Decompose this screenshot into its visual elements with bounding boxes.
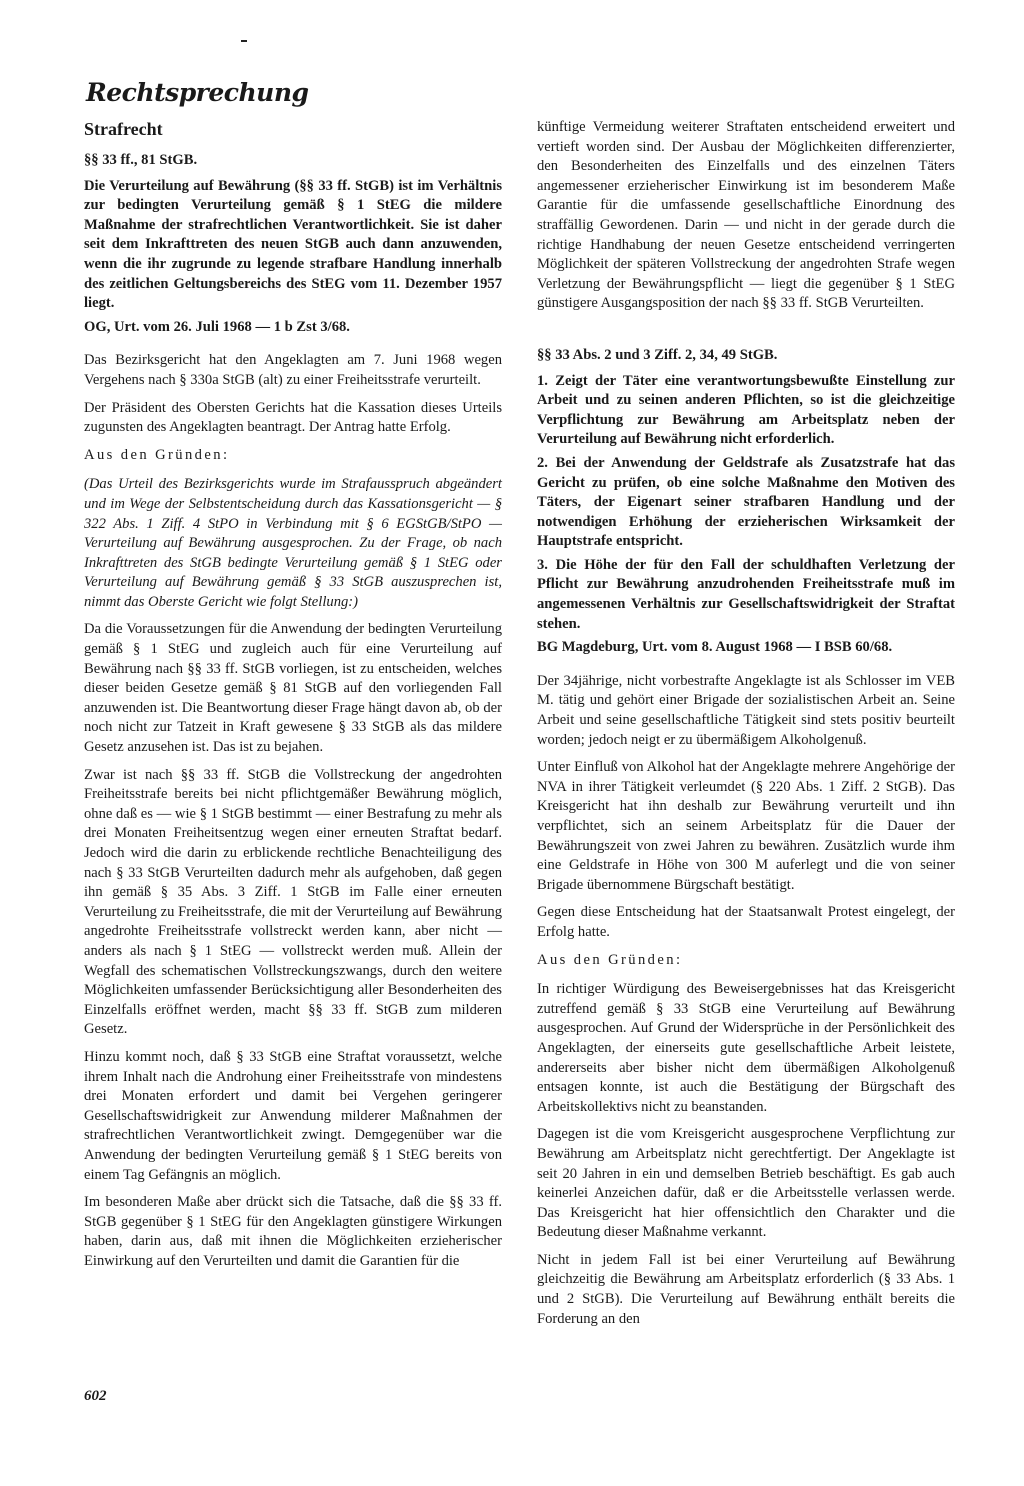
left-column — [84, 116, 502, 1279]
case2-reference: §§ 33 Abs. 2 und 3 Ziff. 2, 34, 49 StGB. — [537, 346, 778, 363]
case1-paragraph-5: Hinzu kommt noch, daß § 33 StGB eine Straftat voraussetzt, welche ihrem Inhalt nach die Androhung einer Freiheitsstrafe von mindestens drei Monaten erfordert und damit bei Vergehen geringerer Gesellschaftswidrigkeit zur Anwendung milderer Maßnahmen der strafrechtlichen Verantwortlichkeit zwingt. Demgegenüber war die Anwendung der bedingten Verurteilung gemäß § 1 StEG bereits von einem Tag Gefängnis an möglich. — [84, 1048, 502, 1183]
case2-paragraph-2: Unter Einfluß von Alkohol hat der Angeklagte mehrere Angehörige der NVA in ihrer Tätigkeit verleumdet (§ 220 Abs. 1 Ziff. 2 StGB). Das Kreisgericht hat ihn deshalb zur Bewährung verurteilt und ihn verpflichtet, sich an seinem Arbeitsplatz für die Dauer der Bewährungszeit von zwei Jahren zu bewähren. Zusätzlich wurde ihm eine Geldstrafe in Höhe von 300 M auferlegt und die von seiner Brigade übernommene Bürgschaft bestätigt. — [537, 759, 955, 893]
case2-grounds-label: Aus den Gründen: — [537, 951, 683, 968]
case1-grounds-label: Aus den Gründen: — [84, 446, 230, 463]
case2-paragraph-5: Dagegen ist die vom Kreisgericht ausgesprochene Verpflichtung zur Bewährung am Arbeitsplatz nicht gerechtfertigt. Der Angeklagte ist seit 20 Jahren in ein und demselben Betrieb beschäftigt. Es gab auch keinerlei Anzeichen dafür, daß er die Arbeitsstelle verlassen werde. Das Kreisgericht hat hier offensichtlich den Charakter und die Bedeutung dieser Maßnahme verkannt. — [537, 1126, 955, 1241]
case1-court: OG, Urt. vom 26. Juli 1968 — 1 b Zst 3/68. — [84, 318, 350, 335]
case1-paragraph-4: Zwar ist nach §§ 33 ff. StGB die Vollstreckung der angedrohten Freiheitsstrafe bereits bei nicht pflichtgemäßer Bewährung möglich, ohne daß es — wie § 1 StGB bestimmt — einer Bestrafung zu mehr als drei Monaten Freiheitsentzug wegen einer erneuten Straftat bedarf. Jedoch wird die darin zu erblickende rechtliche Benachteiligung des nach § 33 StGB Verurteilten dadurch mehr als aufgehoben, daß gegen ihn gemäß § 35 Abs. 3 Ziff. 1 StGB im Falle einer erneuten Verurteilung zu Freiheitsstrafe, die mit der Verurteilung auf Bewährung angedrohte Freiheitsstrafe vollstreckt werden kann, aber nicht — anders als nach § 1 StEG — vollstreckt werden muß. Allein der Wegfall des schematischen Vollstreckungszwangs, durch den weitere Möglichkeiten umfassender Berücksichtigung aller Besonderheiten des Einzelfalls eröffnet werden, macht §§ 33 ff. StGB zum milderen Gesetz. — [84, 766, 502, 1038]
case2-headnote-1: 1. Zeigt der Täter eine verantwortungsbewußte Einstellung zur Arbeit und zu seinen anderen Pflichten, so ist die gleichzeitige Verpflichtung zur Bewährung am Arbeitsplatz neben der Verurteilung auf Bewährung nicht erforderlich. — [537, 372, 955, 448]
case1-paragraph-6: Im besonderen Maße aber drückt sich die Tatsache, daß die §§ 33 ff. StGB gegenüber § 1 StEG für den Angeklagten günstigere Wirkungen haben, darin aus, daß mit ihnen die Möglichkeiten erzieherischer Einwirkung auf den Verurteilten und damit die Garantien für die — [84, 1194, 502, 1269]
page-number: 602 — [84, 1388, 107, 1404]
right-column — [537, 118, 955, 1337]
case1-headnote: Die Verurteilung auf Bewährung (§§ 33 ff. StGB) ist im Verhältnis zur bedingten Verurteilung gemäß § 1 StEG die mildere Maßnahme der strafrechtlichen Verantwortlichkeit. Sie ist daher seit dem Inkrafttreten des neuen StGB auch dann anzuwenden, wenn die ihr zugrunde zu legende strafbare Handlung innerhalb des zeitlichen Geltungsbereichs des StEG vom 11. Dezember 1957 liegt. — [84, 177, 502, 312]
case2-headnote-3: 3. Die Höhe der für den Fall der schuldhaften Verletzung der Pflicht zur Bewährung anzudrohenden Freiheitsstrafe muß im angemessenen Verhältnis zur Gesellschaftswidrigkeit der Straftat stehen. — [537, 556, 955, 632]
print-mark — [241, 40, 247, 42]
case2-paragraph-6: Nicht in jedem Fall ist bei einer Verurteilung auf Bewährung gleichzeitig die Bewährung am Arbeitsplatz erforderlich (§ 33 Abs. 1 und 2 StGB). Die Verurteilung auf Bewährung enthält bereits die Forderung an den — [537, 1251, 955, 1327]
case1-continuation: künftige Vermeidung weiterer Straftaten entscheidend erweitert und vertieft worden sind. Der Ausbau der Möglichkeiten differenzierter, den Besonderheiten des Einzelfalls und des einzelnen Täters angemessener erzieherischer Einwirkung ist im besonderem Maße Garantie für die umfassende gesellschaftliche Einordnung des straffällig Gewordenen. Darin — und nicht in der gerade durch die richtige Handhabung der neuen Gesetze entscheidend verringerten Möglichkeit der späteren Vollstreckung der angedrohten Strafe wegen Verletzung der Bewährungspflicht — liegt die gegenüber § 1 StEG günstigere Ausgangsposition der nach §§ 33 ff. StGB Verurteilten. — [537, 119, 955, 312]
case1-italic-note: (Das Urteil des Bezirksgerichts wurde im Strafausspruch abgeändert und im Wege der Selbstentscheidung durch das Kassationsgericht — § 322 Abs. 1 Ziff. 4 StPO in Verbindung mit § 6 EGStGB/StPO — Verurteilung auf Bewährung ausgesprochen. Zu der Frage, ob nach Inkrafttreten des StGB bedingte Verurteilung gemäß § 1 StEG oder Verurteilung auf Bewährung gemäß § 33 StGB auszusprechen ist, nimmt das Oberste Gericht wie folgt Stellung:) — [84, 476, 502, 610]
section-heading: Rechtsprechung — [86, 78, 309, 107]
category-heading: Strafrecht — [84, 119, 163, 139]
case1-paragraph-1: Das Bezirksgericht hat den Angeklagten am 7. Juni 1968 wegen Vergehens nach § 330a StGB (alt) zu einer Freiheitsstrafe verurteilt. — [84, 352, 502, 388]
case2-paragraph-3: Gegen diese Entscheidung hat der Staatsanwalt Protest eingelegt, der Erfolg hatte. — [537, 904, 955, 940]
case2-paragraph-4: In richtiger Würdigung des Beweisergebnisses hat das Kreisgericht zutreffend gemäß § 33 StGB eine Verurteilung auf Bewährung ausgesprochen. Auf Grund der Widersprüche in der Persönlichkeit des Angeklagten, der einerseits gute gesellschaftliche Arbeit leistete, andererseits aber bisher nicht dem übermäßigen Alkoholgenuß entsagen konnte, ist auch die Bestätigung der Bürgschaft des Arbeitskollektivs nicht zu beanstanden. — [537, 981, 955, 1115]
case1-paragraph-3: Da die Voraussetzungen für die Anwendung der bedingten Verurteilung gemäß § 1 StEG und zugleich auch für eine Verurteilung auf Bewährung nach §§ 33 ff. StGB vorliegen, ist zu entscheiden, welches dieser beiden Gesetze gemäß § 81 StGB auf den vorliegenden Fall anzuwenden ist. Die Beantwortung dieser Frage hängt davon ab, ob der noch nicht zur Tatzeit in Kraft gewesene § 33 StGB als das mildere Gesetz anzusehen ist. Das ist zu bejahen. — [84, 621, 502, 756]
case1-reference: §§ 33 ff., 81 StGB. — [84, 152, 198, 168]
case2-paragraph-1: Der 34jährige, nicht vorbestrafte Angeklagte ist als Schlosser im VEB M. tätig und gehört einer Brigade der sozialistischen Arbeit an. Seine Arbeit und seine gesellschaftliche Tätigkeit sind stets positiv beurteilt worden; jedoch neigt er zu übermäßigem Alkoholgenuß. — [537, 672, 955, 748]
case2-headnote-2: 2. Bei der Anwendung der Geldstrafe als Zusatzstrafe hat das Gericht zu prüfen, ob eine solche Maßnahme den Motiven des Täters, der Eigenart seiner strafbaren Handlung und der notwendigen Erhöhung der erzieherischen Wirksamkeit der Hauptstrafe entspricht. — [537, 454, 955, 550]
case1-paragraph-2: Der Präsident des Obersten Gerichts hat die Kassation dieses Urteils zugunsten des Angeklagten beantragt. Der Antrag hatte Erfolg. — [84, 399, 502, 436]
case2-court: BG Magdeburg, Urt. vom 8. August 1968 — I BSB 60/68. — [537, 639, 893, 656]
